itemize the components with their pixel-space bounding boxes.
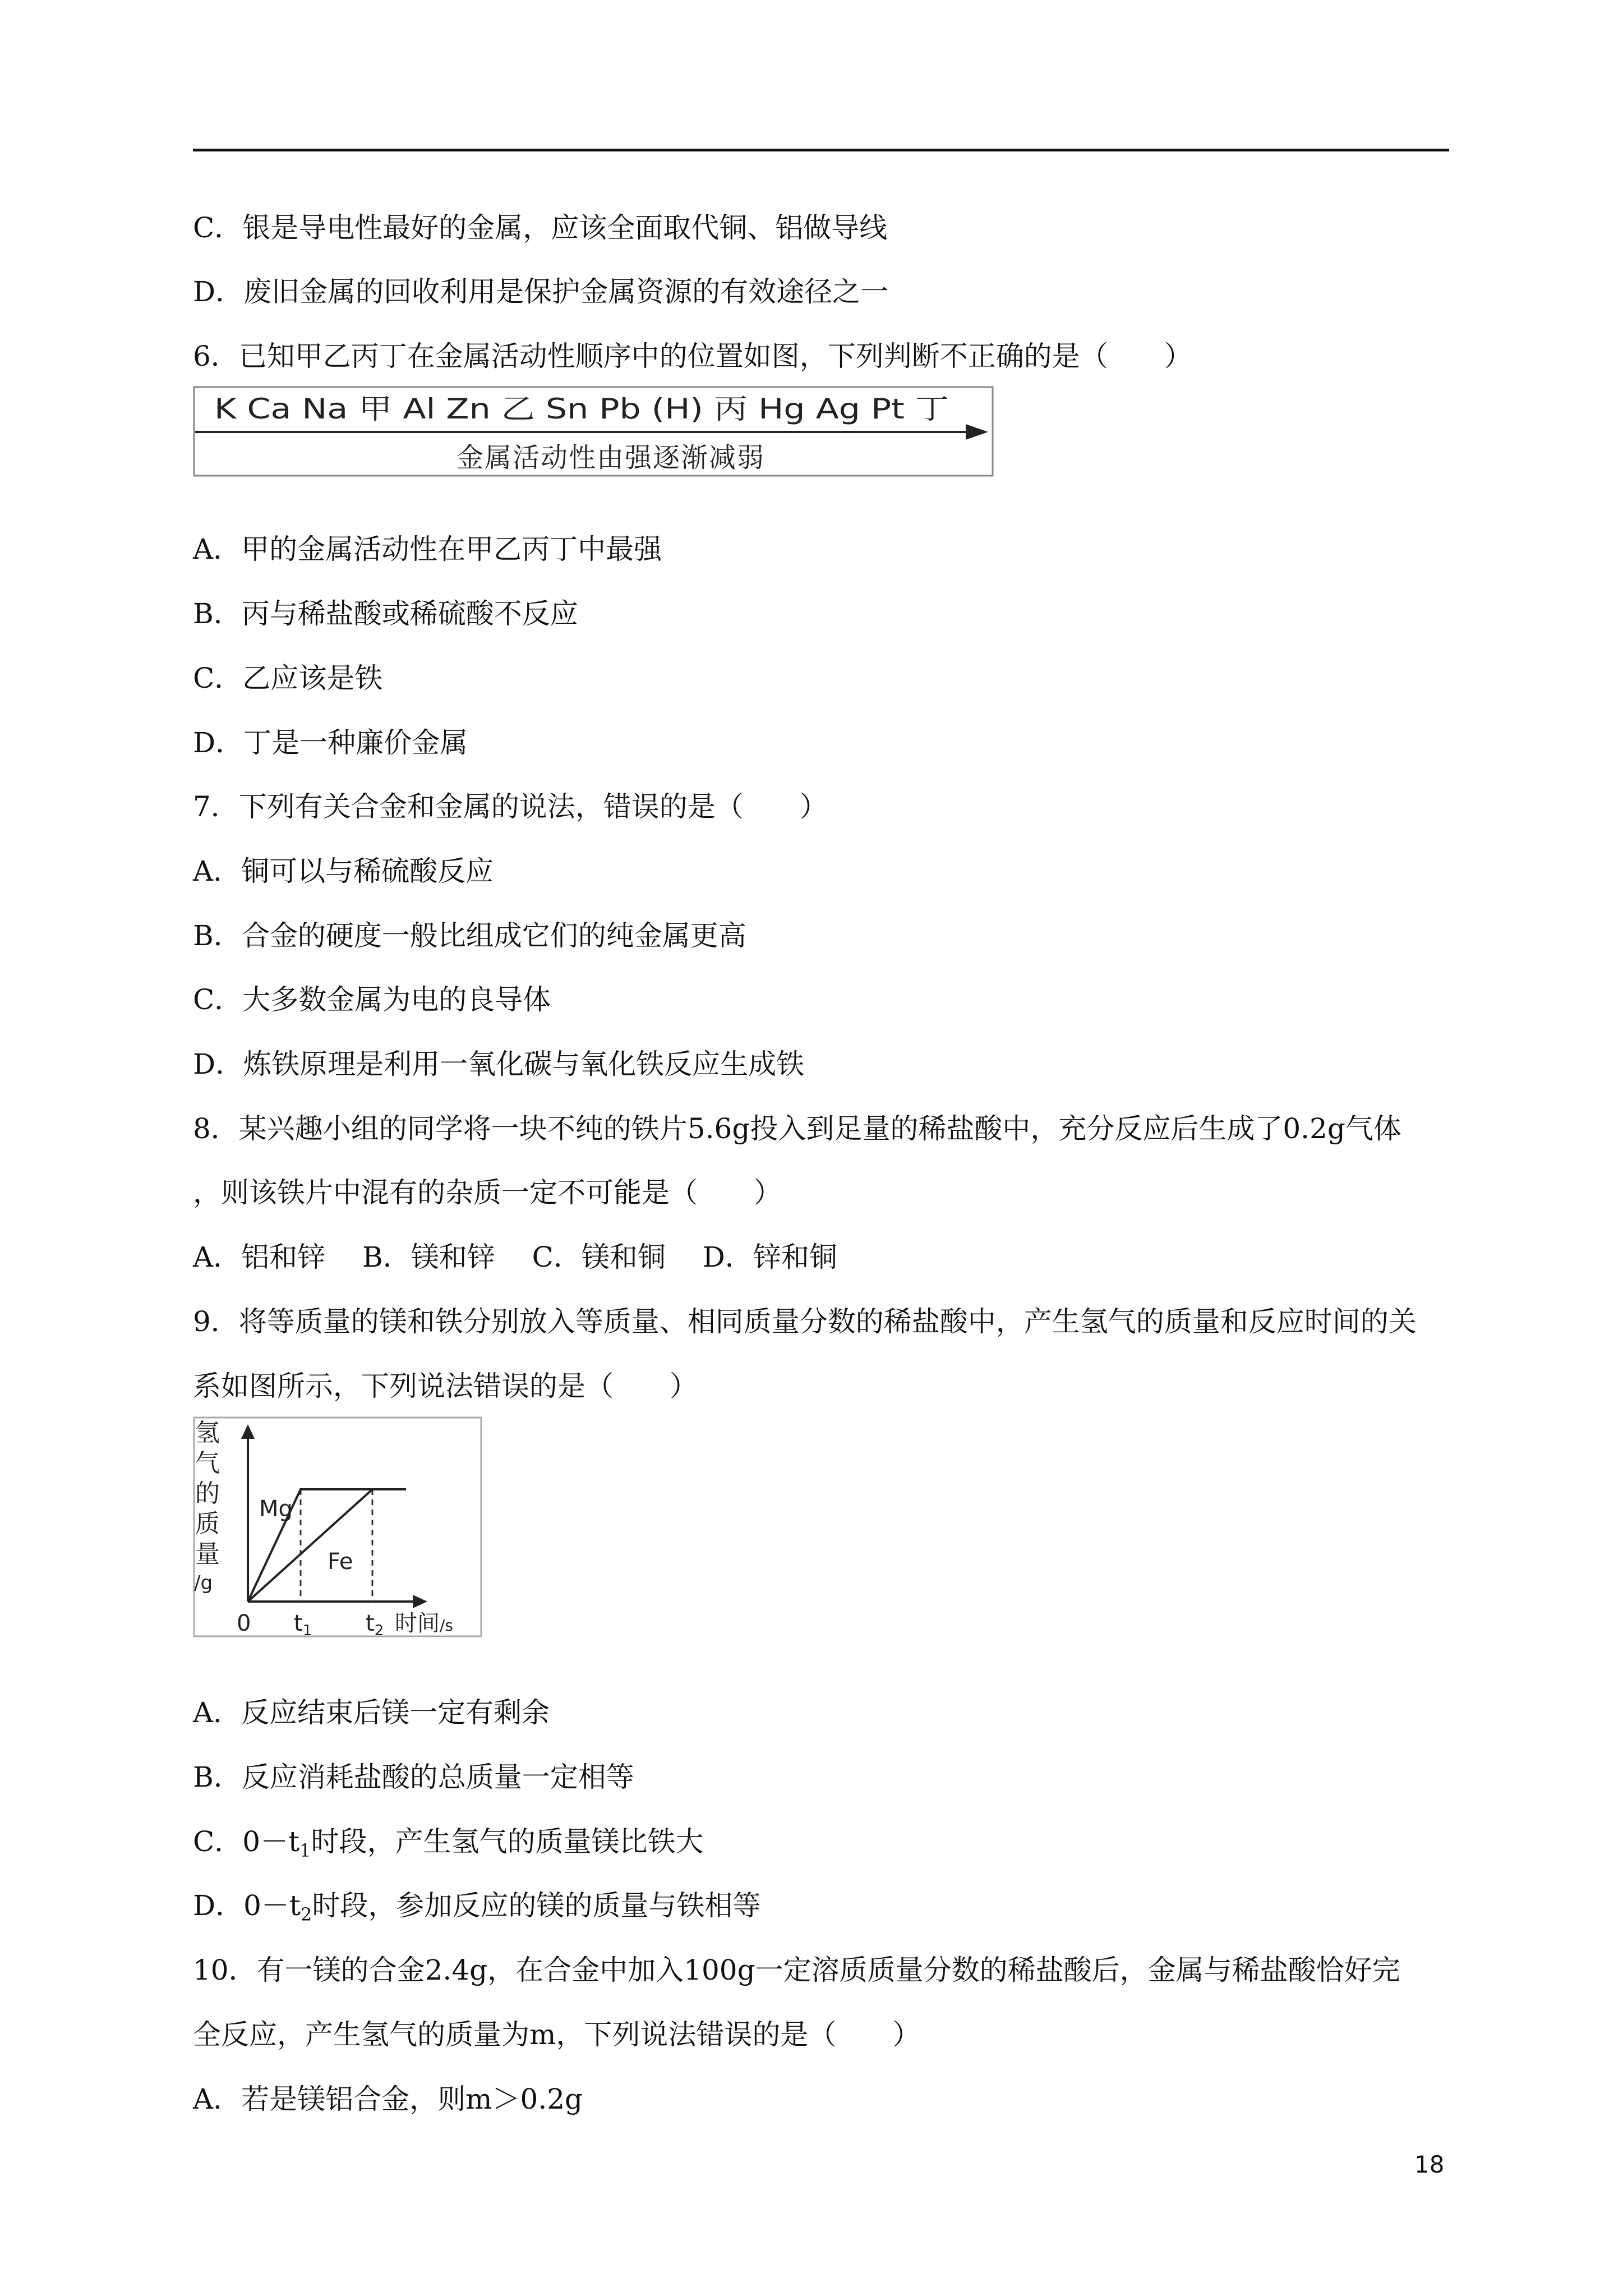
y-axis-label <box>194 1419 220 1594</box>
q6-option-a: A．甲的金属活动性在甲乙丙丁中最强 <box>193 533 662 565</box>
y-label-char-5: 量 <box>195 1540 220 1568</box>
activity-series-caption: 金属活动性由强逐渐减弱 <box>457 442 766 473</box>
q6-option-b: B．丙与稀盐酸或稀硫酸不反应 <box>193 597 578 630</box>
question-7: 7．下列有关合金和金属的说法，错误的是（ ） <box>193 790 828 823</box>
y-label-char-6: /g <box>194 1572 213 1594</box>
activity-series-figure <box>193 386 995 478</box>
question-9-cont: 系如图所示，下列说法错误的是（ ） <box>193 1370 698 1402</box>
q10-option-a: A．若是镁铝合金，则m＞0.2g <box>193 2083 583 2115</box>
header-rule <box>193 149 1449 151</box>
q5-option-c: C．银是导电性最好的金属，应该全面取代铜、铝做导线 <box>193 211 888 244</box>
hydrogen-mass-chart <box>193 1416 482 1637</box>
arrow-head-icon <box>966 424 988 440</box>
q9-option-a: A．反应结束后镁一定有剩余 <box>193 1696 550 1729</box>
q7-option-a: A．铜可以与稀硫酸反应 <box>193 855 494 887</box>
question-9: 9．将等质量的镁和铁分别放入等质量、相同质量分数的稀盐酸中，产生氢气的质量和反应时间的关 <box>193 1305 1417 1338</box>
x-tick-t2: $t_2$ <box>366 1611 384 1637</box>
q7-option-d: D．炼铁原理是利用一氧化碳与氧化铁反应生成铁 <box>193 1048 805 1080</box>
page-number: 18 <box>1414 2151 1445 2178</box>
q9-option-b: B．反应消耗盐酸的总质量一定相等 <box>193 1761 634 1793</box>
question-6: 6．已知甲乙丙丁在金属活动性顺序中的位置如图，下列判断不正确的是（ ） <box>193 340 1192 372</box>
question-8-cont: ，则该铁片中混有的杂质一定不可能是（ ） <box>193 1176 782 1209</box>
q5-option-d: D．废旧金属的回收利用是保护金属资源的有效途径之一 <box>193 275 889 308</box>
series-label-fe: Fe <box>328 1549 353 1575</box>
question-10-cont: 全反应，产生氢气的质量为m，下列说法错误的是（ ） <box>193 2018 921 2051</box>
y-label-char-2: 气 <box>195 1449 220 1478</box>
q9-option-d: D．$0-t_2$时段，参加反应的镁的质量与铁相等 <box>193 1889 761 1925</box>
q7-option-c: C．大多数金属为电的良导体 <box>193 983 551 1016</box>
q9-option-c: C．$0-t_1$时段，产生氢气的质量镁比铁大 <box>193 1825 704 1861</box>
question-10: 10．有一镁的合金2.4g，在合金中加入100g一定溶质质量分数的稀盐酸后，金属与稀盐酸恰好完 <box>193 1954 1400 1986</box>
q6-option-c: C．乙应该是铁 <box>193 662 383 694</box>
y-label-char-1: 氢 <box>195 1419 220 1447</box>
x-tick-t1: $t_1$ <box>294 1611 312 1637</box>
chart-frame <box>194 1418 481 1636</box>
y-label-char-3: 的 <box>195 1479 220 1508</box>
activity-series-text: K Ca Na 甲 Al Zn 乙 Sn Pb (H) 丙 Hg Ag Pt 丁 <box>214 393 949 425</box>
y-label-char-4: 质 <box>195 1510 220 1538</box>
x-axis-label: 时间/s <box>395 1611 454 1636</box>
q8-options: A．铝和锌 B．镁和锌 C．镁和铜 D．锌和铜 <box>193 1241 837 1273</box>
question-8: 8．某兴趣小组的同学将一块不纯的铁片5.6g投入到足量的稀盐酸中，充分反应后生成了0.2g气体 <box>193 1112 1401 1145</box>
x-axis-arrow-icon <box>413 1595 427 1608</box>
y-axis-arrow-icon <box>241 1424 255 1439</box>
q7-option-b: B．合金的硬度一般比组成它们的纯金属更高 <box>193 919 746 952</box>
series-label-mg: Mg <box>259 1496 293 1522</box>
origin-label: 0 <box>237 1611 251 1636</box>
q6-option-d: D．丁是一种廉价金属 <box>193 726 468 759</box>
